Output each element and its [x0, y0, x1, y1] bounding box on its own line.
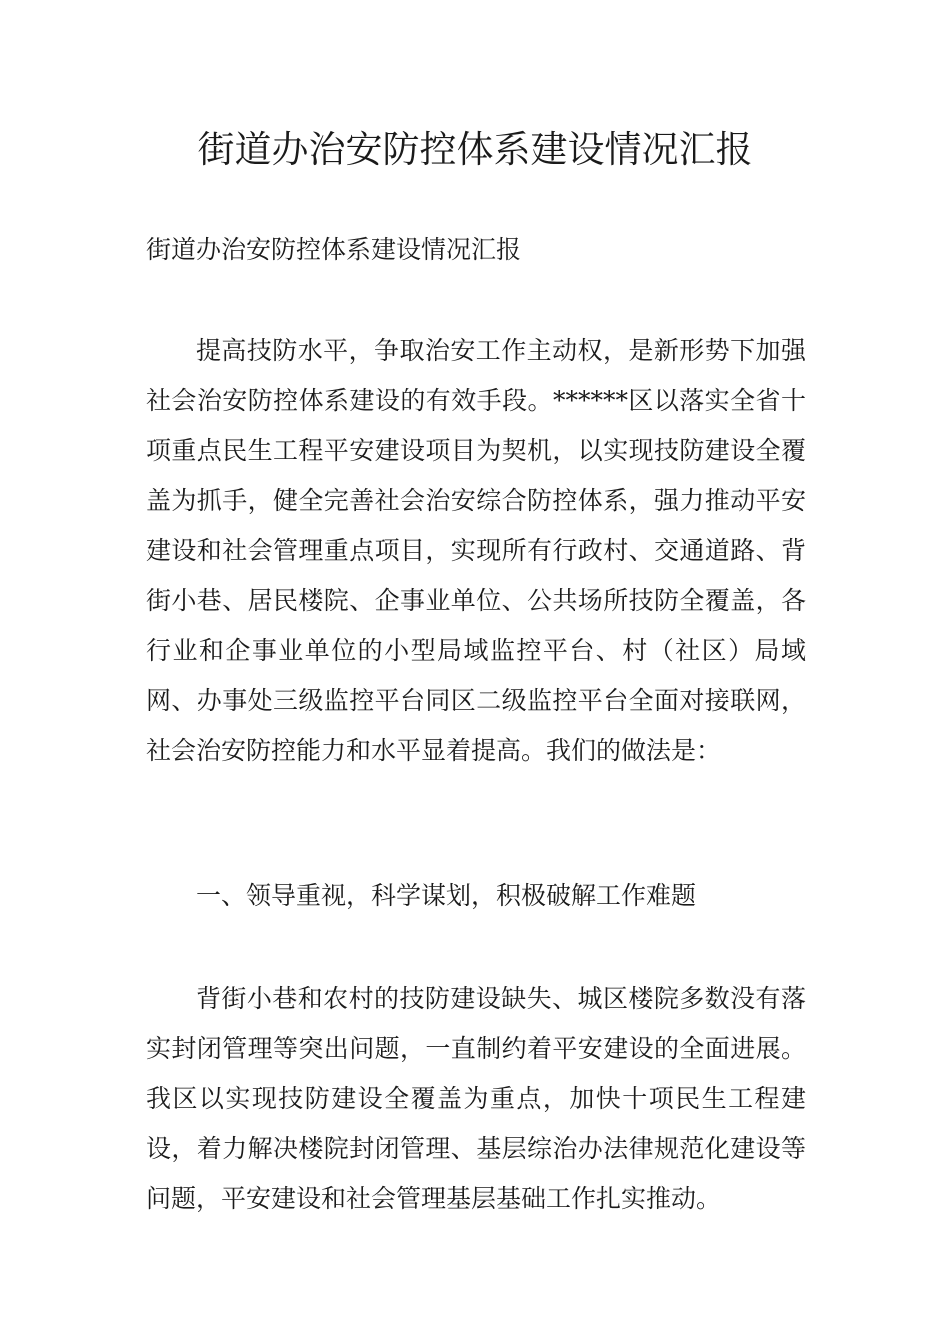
- body-paragraph-2: 背街小巷和农村的技防建设缺失、城区楼院多数没有落实封闭管理等突出问题，一直制约着平安建设的全面进展。我区以实现技防建设全覆盖为重点，加快十项民生工程建设，着力解决楼院封闭管理、基层综治办法律规范化建设等问题，平安建设和社会管理基层基础工作扎实推动。: [146, 984, 806, 1213]
- body-paragraph-1: 提高技防水平，争取治安工作主动权，是新形势下加强社会治安防控体系建设的有效手段。******区以落实全省十项重点民生工程平安建设项目为契机，以实现技防建设全覆盖为抓手，健全完善社会治安综合防控体系，强力推动平安建设和社会管理重点项目，实现所有行政村、交通道路、背街小巷、居民楼院、企事业单位、公共场所技防全覆盖，各行业和企事业单位的小型局域监控平台、村（社区）局域网、办事处三级监控平台同区二级监控平台全面对接联网，社会治安防控能力和水平显着提高。我们的做法是：: [146, 336, 806, 765]
- document-subtitle: 街道办治安防控体系建设情况汇报: [146, 235, 522, 264]
- document-title: 街道办治安防控体系建设情况汇报: [197, 128, 753, 171]
- section-heading-1: 一、领导重视，科学谋划，积极破解工作难题: [196, 881, 697, 910]
